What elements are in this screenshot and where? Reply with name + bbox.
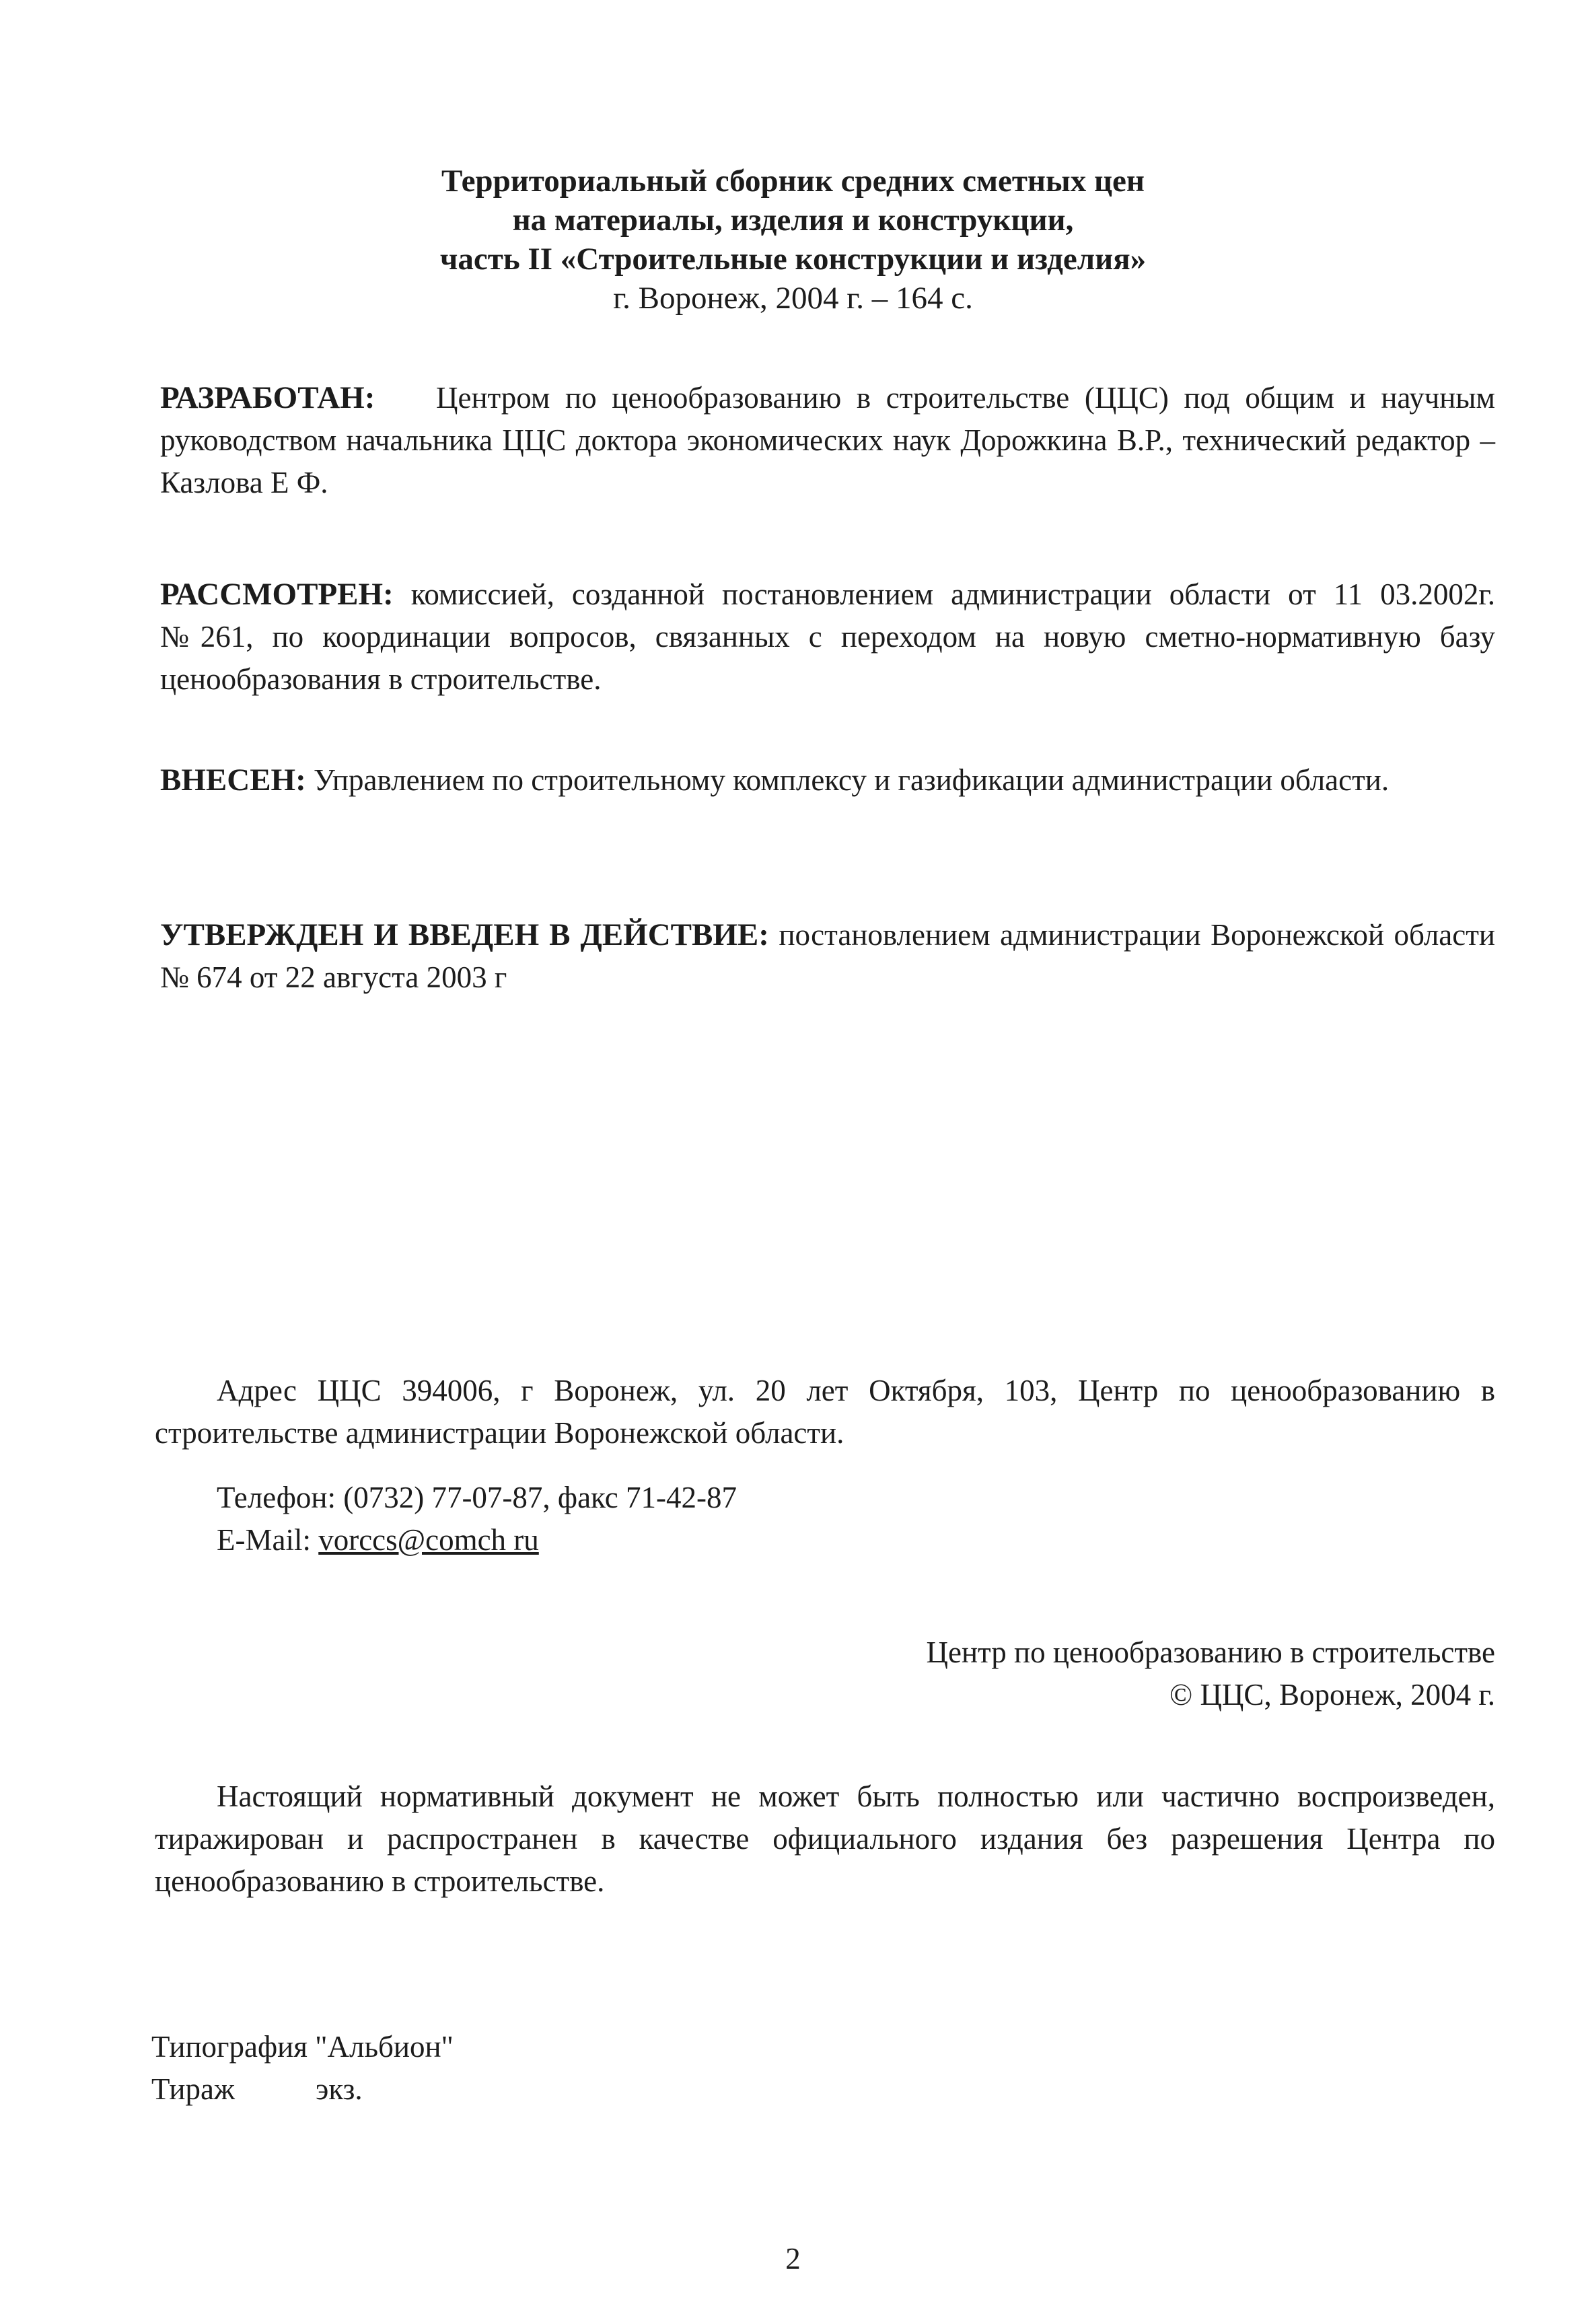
reviewed-text: комиссией, созданной постановлением администрации области от 11 03.2002г. №261, по координации вопросов, связанных с переходом на новую сметно-нормативную базу ценообразования в строительстве. — [160, 577, 1496, 696]
introduced-text: Управлением по строительному комплексу и газификации администрации области. — [314, 763, 1390, 797]
introduced-section — [160, 759, 1495, 802]
approved-section — [160, 914, 1495, 999]
typography-line: Типография "Альбион" — [151, 2030, 454, 2064]
title-line-2: на материалы, изделия и конструкции, — [512, 203, 1074, 238]
approved-text: постановлением администрации Воронежской области № 674 от 22 августа 2003 г — [160, 918, 1495, 994]
phone-line: Телефон: (0732) 77-07-87, факс 71-42-87 — [217, 1481, 737, 1514]
title-line-4: г. Воронеж, 2004 г. – 164 с. — [613, 281, 973, 316]
copyright-block — [926, 1631, 1495, 1716]
email-link[interactable]: vorccs@comch ru — [318, 1523, 539, 1557]
title-line-3: часть II «Строительные конструкции и изделия» — [439, 242, 1147, 277]
print-run-unit: экз. — [316, 2072, 363, 2106]
address-paragraph: Адрес ЦЦС 394006, г Воронеж, ул. 20 лет Октября, 103, Центр по ценообразованию в строительстве администрации Воронежской области. — [155, 1374, 1495, 1450]
print-run-line — [151, 2068, 454, 2111]
copyright-line-2: © ЦЦС, Воронеж, 2004 г. — [1169, 1678, 1495, 1712]
email-label: E-Mail: — [217, 1523, 311, 1557]
reviewed-section — [160, 573, 1495, 701]
approved-label: УТВЕРЖДЕН И ВВЕДЕН В ДЕЙСТВИЕ: — [160, 917, 769, 952]
developed-label: РАЗРАБОТАН: — [160, 380, 375, 415]
introduced-label: ВНЕСЕН: — [160, 763, 306, 798]
title-line-1: Территориальный сборник средних сметных цен — [441, 164, 1145, 199]
developed-text: Центром по ценообразованию в строительстве (ЦЦС) под общим и научным руководством начальника ЦЦС доктора экономических наук Дорожкина В.Р., технический редактор – Казлова Е Ф. — [160, 381, 1496, 499]
reviewed-label: РАССМОТРЕН: — [160, 577, 394, 612]
print-info — [151, 2026, 454, 2111]
email-line — [217, 1519, 737, 1561]
reproduction-notice: Настоящий нормативный документ не может быть полностью или частично воспроизведен, тиражирован и распространен в качестве официального издания без разрешения Центра по ценообразованию в строительстве. — [155, 1780, 1495, 1898]
contacts-block — [217, 1477, 737, 1561]
print-run-label: Тираж — [151, 2072, 236, 2106]
page-number: 2 — [785, 2242, 801, 2276]
developed-section — [160, 377, 1495, 504]
document-title — [0, 162, 1586, 318]
copyright-line-1: Центр по ценообразованию в строительстве — [926, 1635, 1495, 1669]
